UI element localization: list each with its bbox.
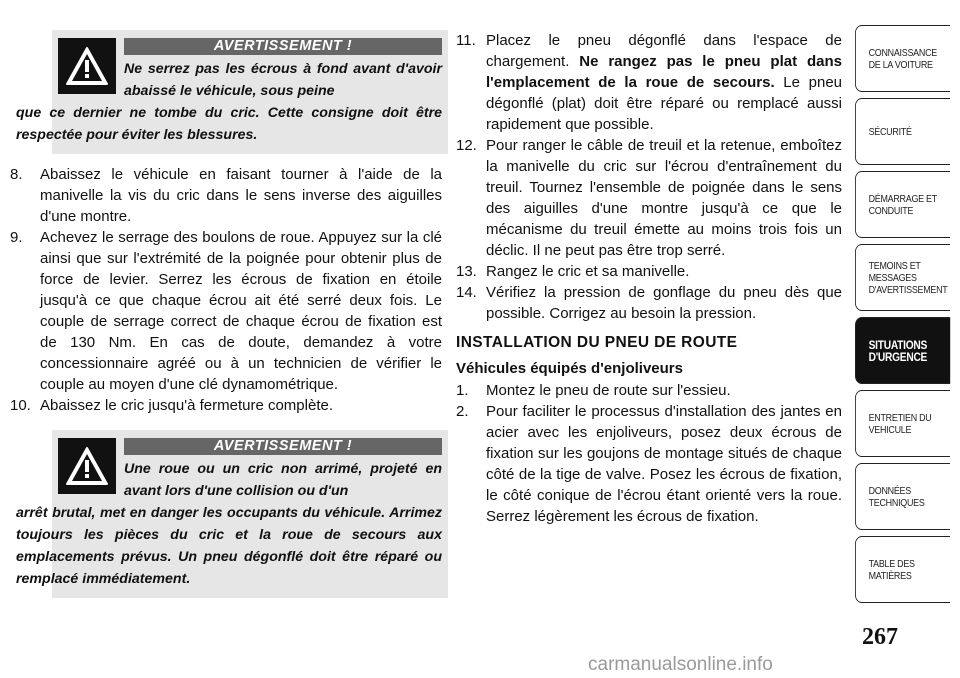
warning-triangle-icon — [58, 38, 116, 94]
step-text: Montez le pneu de route sur l'essieu. — [486, 382, 731, 399]
warning-heading: AVERTISSEMENT ! — [124, 38, 442, 55]
list-item — [456, 261, 842, 282]
tab-label: SITUATIONS D'URGENCE — [868, 337, 928, 364]
tab-connaissance[interactable] — [855, 25, 950, 92]
step-text: Achevez le serrage des boulons de roue. Appuyez sur la clé ainsi que sur l'extrémité de la poignée pour obtenir plus de force de levier. Serrez les écrous de fixation en étoile jusqu'à ce que chaque écrou ait été serré deux fois. Le couple de serrage correct de chaque écrou de fixation est de 130 Nm. En cas de doute, demandez à votre concessionnaire agréé ou à un technicien de vérifier le couple au moyen d'une clé dynamométrique. — [40, 229, 442, 393]
step-number: 1. — [456, 382, 469, 399]
warning-heading: AVERTISSEMENT ! — [124, 438, 442, 455]
right-column — [456, 30, 842, 527]
tab-securite[interactable] — [855, 98, 950, 165]
list-item — [456, 282, 842, 324]
list-item — [456, 380, 842, 401]
step-text: Pour ranger le câble de treuil et la retenue, emboîtez la manivelle du cric sur l'écrou d'entraînement du treuil. Tournez l'ensemble de poignée dans le sens des aiguilles d'une montre jusqu'à ce que le mécanisme du treuil émette au moins trois fois un déclic. Il ne peut pas être trop serré. — [486, 137, 842, 259]
steps-list — [10, 164, 442, 416]
tab-entretien[interactable] — [855, 390, 950, 457]
step-number: 8. — [10, 166, 23, 183]
tab-label: TEMOINS ET MESSAGES D'AVERTISSEMENT — [868, 259, 948, 296]
left-column — [10, 30, 442, 598]
list-item — [10, 395, 442, 416]
warning-text-first: Une roue ou un cric non arrimé, projeté en avant lors d'une collision ou d'un — [124, 461, 442, 499]
list-item — [456, 401, 842, 527]
warning-box — [16, 430, 448, 598]
tab-situations-urgence[interactable] — [855, 317, 950, 384]
step-number: 14. — [456, 284, 477, 301]
tab-temoins[interactable] — [855, 244, 950, 311]
warning-triangle-icon — [58, 438, 116, 494]
list-item — [10, 227, 442, 395]
list-item — [456, 30, 842, 135]
step-number: 10. — [10, 397, 31, 414]
step-number: 13. — [456, 263, 477, 280]
step-text-bold: Ne rangez pas le pneu plat dans l'emplacement de la roue de secours. — [486, 53, 842, 91]
step-number: 12. — [456, 137, 477, 154]
install-steps-list — [456, 380, 842, 527]
warning-box — [16, 30, 448, 154]
step-text: Pour faciliter le processus d'installation des jantes en acier avec les enjoliveurs, posez deux écrous de fixation sur les goujons de montage situés de chaque côté de la tige de valve. Posez les écrous de fixation, le côté conique de l'écrou étant orienté vers la roue. Serrez légèrement les écrous de fixation. — [486, 403, 842, 525]
tab-label: CONNAISSANCE DE LA VOITURE — [868, 46, 937, 71]
step-text: Rangez le cric et sa manivelle. — [486, 263, 690, 280]
warning-text-first: Ne serrez pas les écrous à fond avant d'avoir abaissé le véhicule, sous peine — [124, 61, 442, 99]
warning-text: arrêt brutal, met en danger les occupants du véhicule. Arrimez toujours les pièces du cric et la roue de secours aux emplacements prévus. Un pneu dégonflé doit être réparé ou remplacé immédiatement. — [16, 505, 442, 587]
step-text-pre: Placez le pneu dégonflé dans l'espace de chargement. — [486, 32, 842, 70]
steps-list — [456, 30, 842, 324]
tab-label: DÉMARRAGE ET CONDUITE — [868, 192, 937, 217]
tab-label: ENTRETIEN DU VEHICULE — [868, 411, 932, 436]
list-item — [10, 164, 442, 227]
step-text: Abaissez le cric jusqu'à fermeture complète. — [40, 397, 333, 414]
step-text: Vérifiez la pression de gonflage du pneu dès que possible. Corrigez au besoin la pression. — [486, 284, 842, 322]
step-number: 9. — [10, 229, 23, 246]
watermark: carmanualsonline.info — [588, 654, 773, 675]
page-number: 267 — [862, 624, 898, 650]
chapter-tabs — [855, 25, 960, 609]
section-title: INSTALLATION DU PNEU DE ROUTE — [456, 334, 738, 351]
list-item — [456, 135, 842, 261]
tab-donnees[interactable] — [855, 463, 950, 530]
warning-text: que ce dernier ne tombe du cric. Cette consigne doit être respectée pour éviter les blessures. — [16, 105, 442, 143]
step-number: 2. — [456, 403, 469, 420]
tab-table-matieres[interactable] — [855, 536, 950, 603]
step-number: 11. — [456, 32, 476, 49]
step-text: Abaissez le véhicule en faisant tourner à l'aide de la manivelle la vis du cric dans le sens inverse des aiguilles d'une montre. — [40, 166, 442, 225]
tab-demarrage[interactable] — [855, 171, 950, 238]
step-text — [486, 30, 842, 135]
tab-label: DONNÉES TECHNIQUES — [868, 484, 925, 509]
tab-label: TABLE DES MATIÈRES — [868, 557, 915, 582]
tab-label: SÉCURITÉ — [868, 125, 912, 138]
sub-title: Véhicules équipés d'enjoliveurs — [456, 360, 683, 377]
step-text-post: Le pneu dégonflé (plat) doit être réparé ou remplacé aussi rapidement que possible. — [486, 74, 843, 133]
